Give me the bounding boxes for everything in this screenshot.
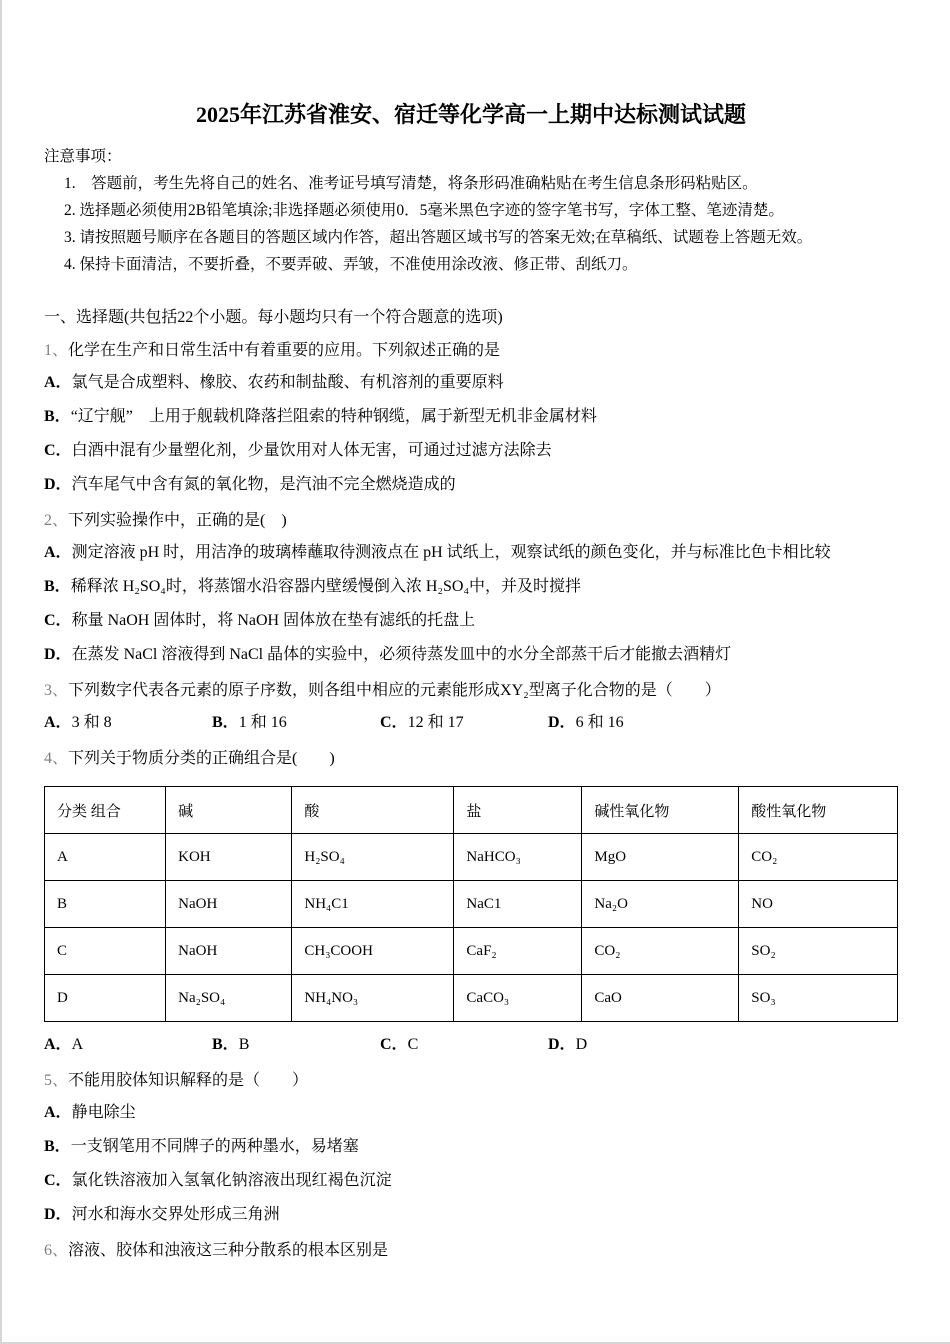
page-title: 2025年江苏省淮安、宿迁等化学高一上期中达标测试试题 xyxy=(195,102,746,127)
option-text: 氯气是合成塑料、橡胶、农药和制盐酸、有机溶剂的重要原料 xyxy=(71,374,504,391)
question-number: 3、 xyxy=(44,682,69,699)
question-stem xyxy=(44,744,898,774)
question-stem-text: 下列数字代表各元素的原子序数，则各组中相应的元素能形成XY₂型离子化合物的是（ ） xyxy=(68,682,721,699)
option-D xyxy=(44,1198,898,1232)
option-text: 测定溶液 pH 时，用洁净的玻璃棒蘸取待测液点在 pH 试纸上，观察试纸的颜色变化，并与标准比色卡相比较 xyxy=(71,544,831,561)
option-text: 汽车尾气中含有氮的氧化物，是汽油不完全燃烧造成的 xyxy=(71,476,456,493)
notice-item: 1. 答题前，考生先将自己的姓名、准考证号填写清楚，将条形码准确粘贴在考生信息条形码粘贴区。 xyxy=(64,175,758,192)
question-stem-text: 下列实验操作中，正确的是( ) xyxy=(68,512,287,529)
table-cell: SO₃ xyxy=(739,975,898,1022)
option-label: A． xyxy=(44,1036,72,1053)
table-header-cell: 酸性氧化物 xyxy=(739,787,898,834)
option-label: C． xyxy=(44,442,72,459)
table-cell: C xyxy=(45,928,166,975)
option-text: A xyxy=(71,1036,84,1053)
table-cell: A xyxy=(45,834,166,881)
table-cell: Na₂SO₄ xyxy=(166,975,292,1022)
table-cell: CO₂ xyxy=(739,834,898,881)
option-C xyxy=(380,1028,548,1062)
option-A xyxy=(44,1096,898,1130)
option-label: D． xyxy=(44,646,72,663)
question-stem xyxy=(44,676,898,706)
option-text: 一支钢笔用不同牌子的两种墨水，易堵塞 xyxy=(70,1138,359,1155)
notice-list xyxy=(44,170,898,278)
table-cell: D xyxy=(45,975,166,1022)
question-4 xyxy=(44,744,898,1062)
option-D xyxy=(44,638,898,672)
table-header-cell: 酸 xyxy=(292,787,454,834)
option-label: D． xyxy=(548,714,576,731)
questions xyxy=(44,336,898,1266)
table-cell: Na₂O xyxy=(582,881,739,928)
option-A xyxy=(44,1028,212,1062)
option-text: 河水和海水交界处形成三角洲 xyxy=(71,1206,280,1223)
question-6 xyxy=(44,1236,898,1266)
option-text: 12 和 17 xyxy=(407,714,464,731)
option-label: A． xyxy=(44,1104,72,1121)
table-cell: NaHCO₃ xyxy=(454,834,582,881)
notice-heading: 注意事项： xyxy=(44,148,122,165)
option-text: C xyxy=(407,1036,419,1053)
table-cell: CaO xyxy=(582,975,739,1022)
table-row xyxy=(45,881,898,928)
option-text: 1 和 16 xyxy=(238,714,287,731)
option-label: D． xyxy=(548,1036,576,1053)
question-stem xyxy=(44,1236,898,1266)
options-row xyxy=(44,706,898,740)
table-cell: CH₃COOH xyxy=(292,928,454,975)
option-B xyxy=(212,706,380,740)
option-label: B． xyxy=(212,714,239,731)
notice-section xyxy=(44,144,898,278)
option-D xyxy=(548,706,716,740)
option-C xyxy=(380,706,548,740)
option-text: 6 和 16 xyxy=(575,714,624,731)
table-header-cell: 盐 xyxy=(454,787,582,834)
option-text: 稀释浓 H₂SO₄时，将蒸馏水沿容器内壁缓慢倒入浓 H₂SO₄中，并及时搅拌 xyxy=(70,578,582,595)
option-label: A． xyxy=(44,544,72,561)
table-header-cell: 碱性氧化物 xyxy=(582,787,739,834)
table-cell: NaOH xyxy=(166,881,292,928)
question-stem-text: 溶液、胶体和浊液这三种分散系的根本区别是 xyxy=(68,1242,389,1259)
notice-item: 3. 请按照题号顺序在各题目的答题区域内作答，超出答题区域书写的答案无效;在草稿纸、试题卷上答题无效。 xyxy=(64,229,813,246)
option-label: A． xyxy=(44,374,72,391)
option-label: B． xyxy=(44,408,71,425)
table-header-row xyxy=(45,787,898,834)
question-3 xyxy=(44,676,898,740)
option-label: C． xyxy=(380,1036,408,1053)
option-D xyxy=(548,1028,716,1062)
table-cell: MgO xyxy=(582,834,739,881)
option-text: B xyxy=(238,1036,250,1053)
table-cell: NaOH xyxy=(166,928,292,975)
question-number: 5、 xyxy=(44,1072,69,1089)
option-C xyxy=(44,604,898,638)
option-C xyxy=(44,434,898,468)
table-row xyxy=(45,975,898,1022)
option-label: B． xyxy=(44,578,71,595)
option-label: C． xyxy=(44,1172,72,1189)
question-stem xyxy=(44,506,898,536)
table-cell: NH₄C1 xyxy=(292,881,454,928)
question-1 xyxy=(44,336,898,502)
option-B xyxy=(44,570,898,604)
table-cell: CaF₂ xyxy=(454,928,582,975)
option-text: 氯化铁溶液加入氢氧化钠溶液出现红褐色沉淀 xyxy=(71,1172,392,1189)
question-number: 1、 xyxy=(44,342,69,359)
question-stem xyxy=(44,1066,898,1096)
question-number: 6、 xyxy=(44,1242,69,1259)
question-number: 4、 xyxy=(44,750,69,767)
table-cell: CO₂ xyxy=(582,928,739,975)
option-label: C． xyxy=(44,612,72,629)
question-stem-text: 下列关于物质分类的正确组合是( ) xyxy=(68,750,335,767)
table-row xyxy=(45,834,898,881)
notice-item: 4. 保持卡面清洁，不要折叠，不要弄破、弄皱，不准使用涂改液、修正带、刮纸刀。 xyxy=(64,256,638,273)
question-2 xyxy=(44,506,898,672)
question-stem xyxy=(44,336,898,366)
table-header-cell: 碱 xyxy=(166,787,292,834)
question-number: 2、 xyxy=(44,512,69,529)
option-label: A． xyxy=(44,714,72,731)
option-C xyxy=(44,1164,898,1198)
option-text: 白酒中混有少量塑化剂，少量饮用对人体无害，可通过过滤方法除去 xyxy=(71,442,552,459)
option-label: C． xyxy=(380,714,408,731)
table-cell: NH₄NO₃ xyxy=(292,975,454,1022)
table-cell: SO₂ xyxy=(739,928,898,975)
option-label: D． xyxy=(44,476,72,493)
classification-table xyxy=(44,786,898,1022)
question-stem-text: 化学在生产和日常生活中有着重要的应用。下列叙述正确的是 xyxy=(68,342,501,359)
table-cell: H₂SO₄ xyxy=(292,834,454,881)
option-text: 静电除尘 xyxy=(71,1104,136,1121)
option-text: 3 和 8 xyxy=(71,714,112,731)
table-header-cell: 分类 组合 xyxy=(45,787,166,834)
table-cell: KOH xyxy=(166,834,292,881)
question-stem-text: 不能用胶体知识解释的是（ ） xyxy=(68,1072,309,1089)
option-A xyxy=(44,536,898,570)
option-label: B． xyxy=(212,1036,239,1053)
option-text: “辽宁舰” 上用于舰载机降落拦阻索的特种钢缆，属于新型无机非金属材料 xyxy=(70,408,597,425)
option-B xyxy=(212,1028,380,1062)
question-5 xyxy=(44,1066,898,1232)
table-cell: NaC1 xyxy=(454,881,582,928)
option-text: 称量 NaOH 固体时，将 NaOH 固体放在垫有滤纸的托盘上 xyxy=(71,612,476,629)
option-label: D． xyxy=(44,1206,72,1223)
table-cell: CaCO₃ xyxy=(454,975,582,1022)
table-cell: B xyxy=(45,881,166,928)
option-A xyxy=(44,366,898,400)
option-text: 在蒸发 NaCl 溶液得到 NaCl 晶体的实验中，必须待蒸发皿中的水分全部蒸干后才能撤去酒精灯 xyxy=(71,646,732,663)
option-B xyxy=(44,1130,898,1164)
options-row xyxy=(44,1028,898,1062)
option-B xyxy=(44,400,898,434)
notice-item: 2. 选择题必须使用2B铅笔填涂;非选择题必须使用0．5毫米黑色字迹的签字笔书写，字体工整、笔迹清楚。 xyxy=(64,202,784,219)
table-row xyxy=(45,928,898,975)
table-cell: NO xyxy=(739,881,898,928)
option-text: D xyxy=(575,1036,588,1053)
section-heading: 一、选择题(共包括22个小题。每小题均只有一个符合题意的选项) xyxy=(44,309,503,326)
option-label: B． xyxy=(44,1138,71,1155)
option-A xyxy=(44,706,212,740)
option-D xyxy=(44,468,898,502)
